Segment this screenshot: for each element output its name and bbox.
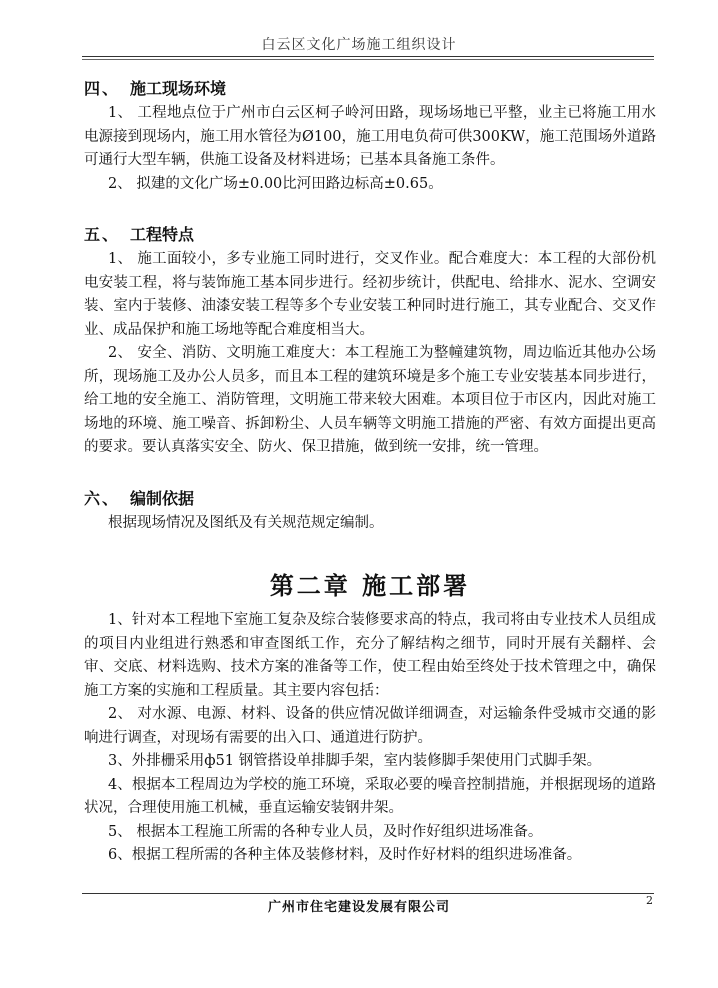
paragraph: 1、 工程地点位于广州市白云区柯子岭河田路，现场场地已平整，业主已将施工用水电源接到现场内，施工用水管径为Ø100，施工用电负荷可供300KW，施工范围场外道路可通行大型车辆，供施工设备及材料进场；已基本具备施工条件。 <box>84 105 656 168</box>
footer-rule <box>82 893 654 894</box>
document-body <box>84 70 656 868</box>
paragraph: 2、 拟建的文化广场±0.00比河田路边标高±0.65。 <box>108 175 443 192</box>
section-heading-6 <box>84 486 656 512</box>
paragraph: 1、 施工面较小，多专业施工同时进行，交叉作业。配合难度大：本工程的大部份机电安装工程，将与装饰施工基本同步进行。经初步统计，供配电、给排水、泥水、空调安装、室内于装修、油漆安装工程等多个专业安装工种同时进行施工，其专业配合、交叉作业、成品保护和施工场地等配合难度相当大。 <box>84 251 656 338</box>
paragraph: 6、根据工程所需的各种主体及装修材料，及时作好材料的组织进场准备。 <box>108 847 582 863</box>
header-rule <box>82 56 654 57</box>
paragraph: 2、 安全、消防、文明施工难度大：本工程施工为整幢建筑物，周边临近其他办公场所，现场施工及办公人员多，而且本工程的建筑环境是多个施工专业安装基本同步进行，给工地的安全施工、消防管理，文明施工带来较大困难。本项目位于市区内，因此对施工场地的环境、施工噪音、拆卸粉尘、人员车辆等文明施工措施的严密、有效方面提出更高的要求。要认真落实安全、防火、保卫措施，做到统一安排，统一管理。 <box>84 345 656 455</box>
section-title: 工程特点 <box>130 225 195 244</box>
paragraph: 5、 根据本工程施工所需的各种专业人员，及时作好组织进场准备。 <box>108 823 543 840</box>
paragraph: 3、外排栅采用ф51 钢管搭设单排脚手架，室内装修脚手架使用门式脚手架。 <box>108 753 602 769</box>
section-number: 五、 <box>84 225 121 244</box>
paragraph: 2、 对水源、电源、材料、设备的供应情况做详细调查，对运输条件受城市交通的影响进行调查，对现场有需要的出入口、通道进行防护。 <box>84 706 656 746</box>
paragraph: 1、针对本工程地下室施工复杂及综合装修要求高的特点，我司将由专业技术人员组成的项目内业组进行熟悉和审查图纸工作，充分了解结构之细节，同时开展有关翻样、会审、交底、材料选购、技术方案的准备等工作，使工程由始至终处于技术管理之中，确保施工方案的实施和工程质量。其主要内容包括： <box>84 612 656 699</box>
page-header-title: 白云区文化广场施工组织设计 <box>261 37 457 53</box>
section-number: 六、 <box>84 488 121 508</box>
section-heading-4 <box>84 76 656 102</box>
chapter-title: 第二章 施工部署 <box>269 572 471 600</box>
section-heading-5 <box>84 222 656 248</box>
page-number: 2 <box>646 894 653 907</box>
footer-company: 广州市住宅建设发展有限公司 <box>267 900 450 915</box>
header-rule-secondary <box>82 59 654 60</box>
section-title: 编制依据 <box>130 488 195 508</box>
paragraph: 4、根据本工程周边为学校的施工环境，采取必要的噪音控制措施，并根据现场的道路状况，合理使用施工机械，垂直运输安装钢井架。 <box>84 776 656 816</box>
section-title: 施工现场环境 <box>130 79 227 98</box>
paragraph: 根据现场情况及图纸及有关规范规定编制。 <box>108 514 384 531</box>
section-number: 四、 <box>84 79 121 98</box>
